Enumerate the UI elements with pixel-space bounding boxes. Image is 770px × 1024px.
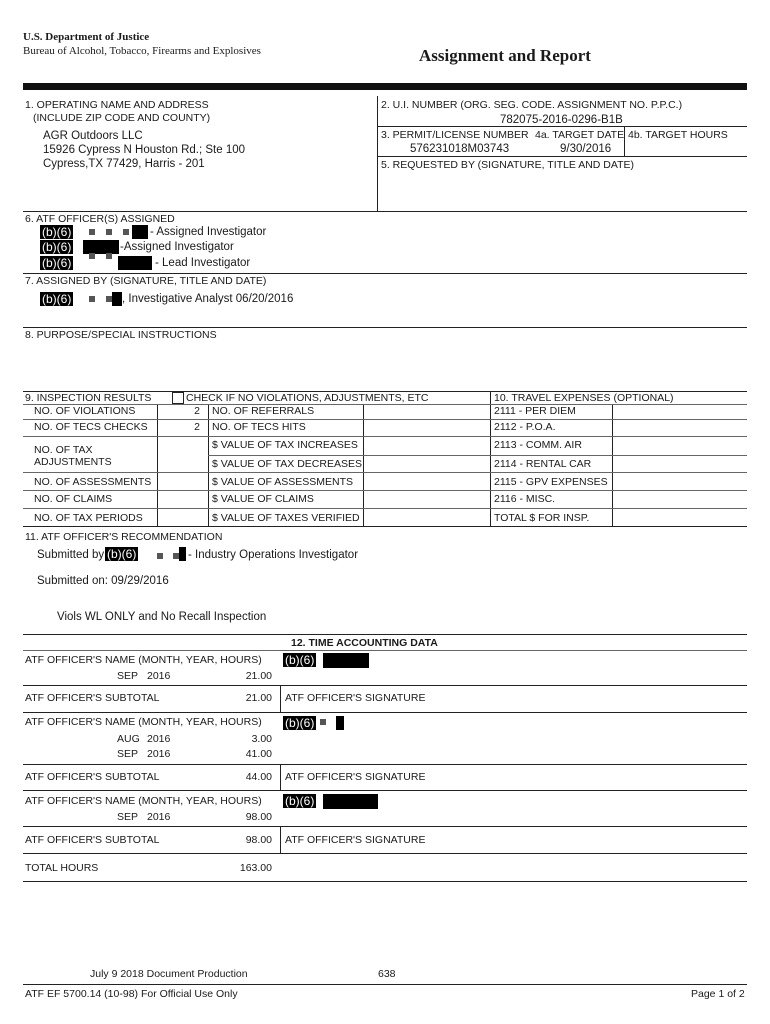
travel-total-label: TOTAL $ FOR INSP. [494,512,590,524]
row-divider [23,826,747,827]
section-12-title: 12. TIME ACCOUNTING DATA [291,637,438,649]
target-date: 9/30/2016 [560,143,612,155]
department-name: U.S. Department of Justice [23,31,150,43]
officer-3-role: - Lead Investigator [155,257,251,269]
section-10-label: 10. TRAVEL EXPENSES (OPTIONAL) [494,392,674,404]
time-entry-month: SEP [117,670,139,682]
redaction-block [118,256,152,270]
ui-number: 782075-2016-0296-B1B [500,114,623,126]
time-accounting-bottom-border [23,881,747,882]
assigned-by-value: , Investigative Analyst 06/20/2016 [122,293,294,305]
redacted-officer-3: (b)(6) [42,256,72,270]
redaction-block [179,547,186,561]
permit-number: 576231018M03743 [410,143,510,155]
submitted-by-label: Submitted by [37,549,105,561]
travel-item-per-diem: 2111 - PER DIEM [494,405,576,417]
tax-adjustments-label-2: ADJUSTMENTS [34,456,112,468]
row-divider [23,472,747,473]
redaction-mark [320,719,326,725]
section-7-label: 7. ASSIGNED BY (SIGNATURE, TITLE AND DATE) [25,275,267,287]
row-divider [23,419,747,420]
time-entry-month: SEP [117,748,139,760]
travel-item-misc: 2116 - MISC. [494,493,556,505]
tecs-checks-value: 2 [194,421,200,433]
redacted-time-officer-1: (b)(6) [285,653,315,667]
form-title: Assignment and Report [419,46,591,65]
officer-name-label: ATF OFFICER'S NAME (MONTH, YEAR, HOURS) [25,654,262,666]
column-divider [490,391,491,526]
divider [23,327,747,328]
time-entry-year: 2016 [147,811,171,823]
total-hours-label: TOTAL HOURS [25,862,99,874]
redacted-time-officer-3: (b)(6) [285,794,315,808]
officer-signature-label: ATF OFFICER'S SIGNATURE [285,834,426,846]
redaction-block [112,292,122,306]
row-divider [23,650,747,651]
redaction-mark [157,553,163,559]
row-divider [23,764,747,765]
column-divider [280,686,281,712]
section-6-label: 6. ATF OFFICER(S) ASSIGNED [25,213,175,225]
travel-item-poa: 2112 - P.O.A. [494,421,556,433]
operating-name: AGR Outdoors LLC [43,130,143,142]
redaction-mark [89,296,95,302]
no-violations-label: CHECK IF NO VIOLATIONS, ADJUSTMENTS, ETC [186,392,429,404]
row-divider [23,853,747,854]
row-divider [23,685,747,686]
time-entry-hours: 3.00 [251,733,272,745]
page-number: Page 1 of 2 [691,988,745,1000]
redaction-block [336,716,344,730]
assessments-label: NO. OF ASSESSMENTS [34,476,152,488]
tax-increases-label: $ VALUE OF TAX INCREASES [212,439,358,451]
no-violations-checkbox[interactable] [172,392,184,404]
section-5-label: 5. REQUESTED BY (SIGNATURE, TITLE AND DATE) [381,159,635,171]
travel-item-comm-air: 2113 - COMM. AIR [494,439,582,451]
row-divider [23,436,747,437]
taxes-verified-label: $ VALUE OF TAXES VERIFIED [212,512,360,524]
divider [377,126,747,127]
time-entry-hours: 98.00 [245,811,272,823]
officer-2-role: -Assigned Investigator [120,241,234,253]
redacted-time-officer-2: (b)(6) [285,716,315,730]
redaction-mark [106,229,112,235]
time-entry-month: AUG [117,733,140,745]
claims-label: NO. OF CLAIMS [34,493,113,505]
redaction-block [132,225,148,239]
time-accounting-top-border [23,634,747,635]
tax-decreases-label: $ VALUE OF TAX DECREASES [212,458,362,470]
value-claims-label: $ VALUE OF CLAIMS [212,493,314,505]
officer-name-label: ATF OFFICER'S NAME (MONTH, YEAR, HOURS) [25,716,262,728]
tax-adjustments-label: NO. OF TAX [34,444,93,456]
tecs-hits-label: NO. OF TECS HITS [212,421,306,433]
officer-subtotal-label: ATF OFFICER'S SUBTOTAL [25,771,160,783]
value-assessments-label: $ VALUE OF ASSESSMENTS [212,476,354,488]
divider [377,156,747,157]
officer-subtotal-value: 98.00 [245,834,272,846]
violations-value: 2 [194,405,200,417]
target-date-label: 4a. TARGET DATE [535,129,625,141]
redaction-mark [106,253,112,259]
form-identifier: ATF EF 5700.14 (10-98) For Official Use Only [25,988,238,1000]
officer-name-label: ATF OFFICER'S NAME (MONTH, YEAR, HOURS) [25,795,262,807]
operating-address: 15926 Cypress N Houston Rd.; Ste 100 [43,144,246,156]
officer-subtotal-value: 44.00 [245,771,272,783]
section-1-label: 1. OPERATING NAME AND ADDRESS [25,99,209,111]
time-entry-hours: 41.00 [245,748,272,760]
redacted-officer-2: (b)(6) [42,240,72,254]
header-rule [23,83,747,90]
section-1-sublabel: (INCLUDE ZIP CODE AND COUNTY) [33,112,211,124]
officer-subtotal-label: ATF OFFICER'S SUBTOTAL [25,834,160,846]
time-entry-year: 2016 [147,748,171,760]
column-divider [280,827,281,853]
officer-1-role: - Assigned Investigator [150,226,267,238]
row-divider [23,508,747,509]
total-hours-value: 163.00 [239,862,272,874]
redaction-mark [89,229,95,235]
submitted-on: Submitted on: 09/29/2016 [37,575,169,587]
section-2-label: 2. U.I. NUMBER (ORG. SEG. CODE. ASSIGNMENT NO. P.P.C.) [381,99,683,111]
submitter-title: - Industry Operations Investigator [188,549,359,561]
redacted-assigner: (b)(6) [42,292,72,306]
divider [23,273,747,274]
travel-item-gpv: 2115 - GPV EXPENSES [494,476,608,488]
officer-subtotal-value: 21.00 [245,692,272,704]
recommendation-note: Viols WL ONLY and No Recall Inspection [57,611,267,623]
row-divider [23,490,747,491]
redaction-block [323,794,378,809]
table-bottom-border [23,526,747,527]
referrals-label: NO. OF REFERRALS [212,405,315,417]
operating-city-county: Cypress,TX 77429, Harris - 201 [43,158,205,170]
bureau-name: Bureau of Alcohol, Tobacco, Firearms and Explosives [23,45,261,57]
redaction-mark [89,253,95,259]
travel-item-rental-car: 2114 - RENTAL CAR [494,458,592,470]
officer-subtotal-label: ATF OFFICER'S SUBTOTAL [25,692,160,704]
page-code: 638 [378,968,396,980]
time-entry-year: 2016 [147,733,171,745]
divider [377,96,378,211]
officer-signature-label: ATF OFFICER'S SIGNATURE [285,692,426,704]
tecs-checks-label: NO. OF TECS CHECKS [34,421,148,433]
section-3-label: 3. PERMIT/LICENSE NUMBER [381,129,529,141]
divider [624,126,625,156]
time-entry-hours: 21.00 [245,670,272,682]
tax-periods-label: NO. OF TAX PERIODS [34,512,143,524]
row-divider [208,455,747,456]
target-hours-label: 4b. TARGET HOURS [628,129,728,141]
officer-signature-label: ATF OFFICER'S SIGNATURE [285,771,426,783]
redaction-block [83,240,119,254]
footer-rule [23,984,747,985]
divider [23,211,747,212]
row-divider [23,712,747,713]
redacted-officer-1: (b)(6) [42,225,72,239]
section-8-label: 8. PURPOSE/SPECIAL INSTRUCTIONS [25,329,217,341]
column-divider [280,765,281,790]
time-entry-year: 2016 [147,670,171,682]
redaction-mark [123,229,129,235]
time-entry-month: SEP [117,811,139,823]
production-stamp: July 9 2018 Document Production [90,968,248,980]
redacted-submitter: (b)(6) [107,547,137,561]
section-9-label: 9. INSPECTION RESULTS [25,392,152,404]
row-divider [23,790,747,791]
section-11-label: 11. ATF OFFICER'S RECOMMENDATION [25,531,223,543]
redaction-block [323,653,369,668]
violations-label: NO. OF VIOLATIONS [34,405,136,417]
